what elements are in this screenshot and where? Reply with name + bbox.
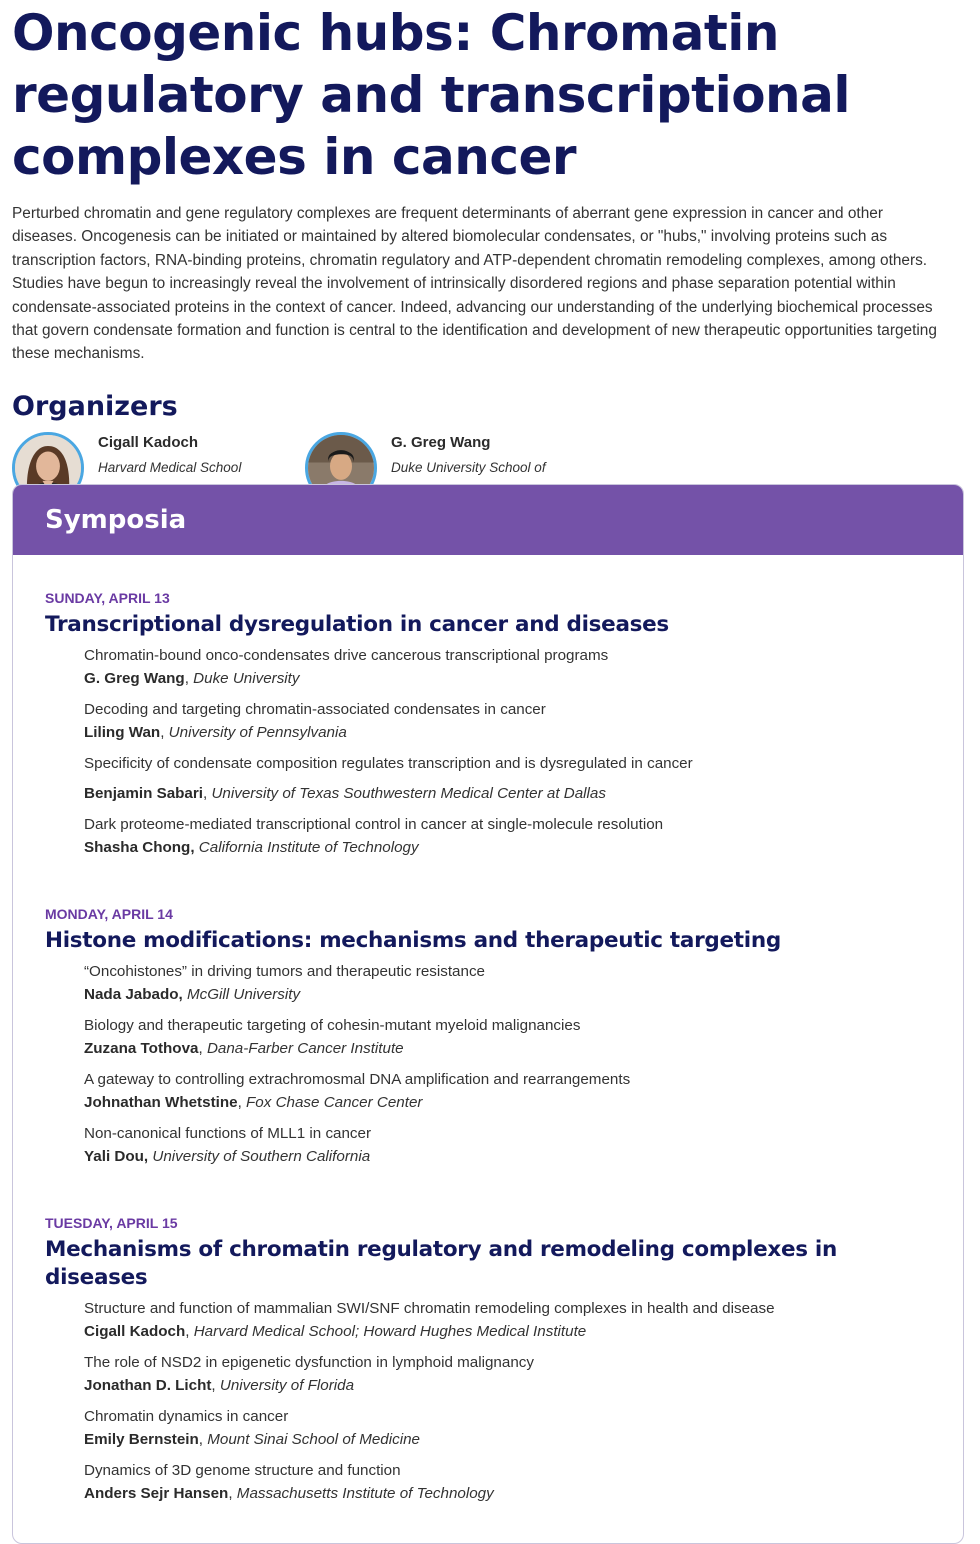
- talk-item: [84, 1405, 931, 1451]
- talk-title: A gateway to controlling extrachromosmal DNA amplification and rearrangements: [84, 1071, 631, 1088]
- page-title: Oncogenic hubs: Chromatin regulatory and transcriptional complexes in cancer: [12, 4, 851, 186]
- day-block: [45, 589, 931, 859]
- talk-item: [84, 1014, 931, 1060]
- talk-title: Structure and function of mammalian SWI/SNF chromatin remodeling complexes in health and disease: [84, 1300, 775, 1317]
- talk-item: [84, 1122, 931, 1168]
- organizer-affiliation: Duke University School of: [391, 459, 546, 475]
- talk-speaker: [84, 983, 931, 1006]
- speaker-name: Shasha Chong,: [84, 839, 195, 856]
- organizer-name: G. Greg Wang: [391, 433, 491, 451]
- talk-speaker: [84, 836, 931, 859]
- talk-list: [45, 960, 931, 1168]
- talk-speaker: [84, 1320, 931, 1343]
- day-date: TUESDAY, APRIL 15: [45, 1215, 178, 1231]
- talk-title: Dark proteome-mediated transcriptional control in cancer at single-molecule resolution: [84, 816, 664, 833]
- speaker-name: Yali Dou,: [84, 1148, 149, 1165]
- organizers-heading: Organizers: [12, 390, 178, 422]
- talk-item: [84, 1351, 931, 1397]
- talk-speaker: [84, 1145, 931, 1168]
- speaker-institution: Massachusetts Institute of Technology: [236, 1485, 494, 1502]
- speaker-separator: ,: [160, 724, 169, 741]
- session-title: Histone modifications: mechanisms and therapeutic targeting: [45, 928, 781, 953]
- talk-item: [84, 1459, 931, 1505]
- speaker-institution: University of Texas Southwestern Medical Center at Dallas: [211, 785, 606, 802]
- talk-speaker: [84, 1374, 931, 1397]
- speaker-separator: ,: [184, 670, 194, 687]
- day-block: [45, 1214, 931, 1505]
- day-date: MONDAY, APRIL 14: [45, 906, 173, 922]
- organizer-affiliation: Harvard Medical School: [98, 459, 242, 475]
- speaker-name: Anders Sejr Hansen: [84, 1485, 229, 1502]
- speaker-institution: Mount Sinai School of Medicine: [207, 1431, 420, 1448]
- speaker-name: G. Greg Wang: [84, 670, 185, 687]
- talk-speaker: [84, 1037, 931, 1060]
- day-date: SUNDAY, APRIL 13: [45, 590, 170, 606]
- speaker-name: Nada Jabado,: [84, 986, 183, 1003]
- talk-title: Decoding and targeting chromatin-associated condensates in cancer: [84, 701, 546, 718]
- talk-title: Dynamics of 3D genome structure and function: [84, 1462, 401, 1479]
- talk-title: Non-canonical functions of MLL1 in cancer: [84, 1125, 372, 1142]
- symposia-header: [13, 485, 963, 555]
- talk-speaker: [84, 1482, 931, 1505]
- talk-title: Biology and therapeutic targeting of cohesin-mutant myeloid malignancies: [84, 1017, 581, 1034]
- day-block: [45, 905, 931, 1168]
- speaker-separator: ,: [185, 1323, 194, 1340]
- speaker-separator: ,: [198, 1040, 207, 1057]
- talk-item: [84, 1068, 931, 1114]
- talk-item: [84, 1297, 931, 1343]
- symposia-heading: Symposia: [45, 505, 187, 535]
- talk-item: [84, 644, 931, 690]
- talk-speaker: [84, 667, 931, 690]
- talk-item: [84, 698, 931, 744]
- session-title: Mechanisms of chromatin regulatory and remodeling complexes in diseases: [45, 1237, 837, 1290]
- talk-title: Chromatin-bound onco-condensates drive cancerous transcriptional programs: [84, 647, 609, 664]
- talk-item: [84, 752, 931, 805]
- talk-item: [84, 813, 931, 859]
- speaker-separator: ,: [198, 1431, 208, 1448]
- talk-title: The role of NSD2 in epigenetic dysfunction in lymphoid malignancy: [84, 1354, 534, 1371]
- talk-speaker: [84, 782, 931, 805]
- speaker-separator: ,: [203, 785, 212, 802]
- speaker-institution: Duke University: [193, 670, 300, 687]
- talk-speaker: [84, 1428, 931, 1451]
- talk-title: “Oncohistones” in driving tumors and therapeutic resistance: [84, 963, 485, 980]
- organizer-name: Cigall Kadoch: [98, 433, 199, 451]
- symposia-panel: [12, 484, 964, 1544]
- talk-speaker: [84, 1091, 931, 1114]
- talk-speaker: [84, 721, 931, 744]
- speaker-name: Emily Bernstein: [84, 1431, 199, 1448]
- speaker-institution: McGill University: [186, 986, 301, 1003]
- speaker-name: Benjamin Sabari: [84, 785, 204, 802]
- speaker-name: Jonathan D. Licht: [84, 1377, 212, 1394]
- talk-list: [45, 644, 931, 859]
- talk-title: Chromatin dynamics in cancer: [84, 1408, 289, 1425]
- speaker-institution: University of Southern California: [152, 1148, 371, 1165]
- speaker-separator: ,: [237, 1094, 247, 1111]
- speaker-institution: Fox Chase Cancer Center: [246, 1094, 423, 1111]
- speaker-separator: ,: [228, 1485, 237, 1502]
- speaker-name: Zuzana Tothova: [84, 1040, 199, 1057]
- speaker-institution: Harvard Medical School; Howard Hughes Medical Institute: [193, 1323, 587, 1340]
- speaker-institution: University of Florida: [219, 1377, 355, 1394]
- speaker-institution: University of Pennsylvania: [168, 724, 347, 741]
- talk-item: [84, 960, 931, 1006]
- speaker-name: Cigall Kadoch: [84, 1323, 186, 1340]
- speaker-name: Liling Wan: [84, 724, 161, 741]
- spacer: [84, 775, 931, 782]
- talk-list: [45, 1297, 931, 1505]
- speaker-institution: Dana-Farber Cancer Institute: [206, 1040, 404, 1057]
- page: [0, 0, 980, 514]
- speaker-institution: California Institute of Technology: [198, 839, 419, 856]
- symposia-body: [13, 555, 963, 1505]
- speaker-separator: ,: [211, 1377, 220, 1394]
- speaker-name: Johnathan Whetstine: [84, 1094, 238, 1111]
- talk-title: Specificity of condensate composition regulates transcription and is dysregulated in cancer: [84, 755, 693, 772]
- intro-paragraph: Perturbed chromatin and gene regulatory complexes are frequent determinants of aberrant gene expression in cancer and other diseases. Oncogenesis can be initiated or maintained by altered biomolecular condensates, or "hubs," involving proteins such as transcription factors, RNA-binding proteins, chromatin regulatory and ATP-dependent chromatin remodeling complexes, among others. Studies have begun to increasingly reveal the involvement of intrinsically disordered regions and phase separation potential within condensate-associated proteins in the context of cancer. Indeed, advancing our understanding of the underlying biochemical processes that govern condensate formation and function is central to the identification and development of new therapeutic opportunities targeting these mechanisms.: [12, 205, 937, 363]
- session-title: Transcriptional dysregulation in cancer and diseases: [45, 612, 669, 637]
